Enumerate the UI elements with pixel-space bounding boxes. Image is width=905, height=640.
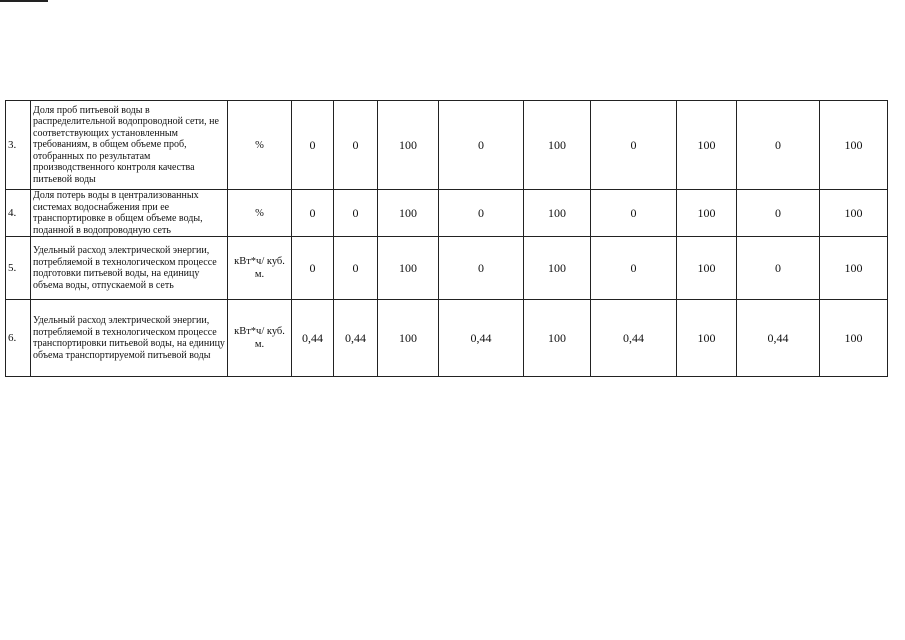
- table-row: [6, 237, 888, 300]
- value-cell: 100: [677, 190, 737, 237]
- indicators-table: [5, 100, 888, 377]
- value-cell: 100: [378, 101, 439, 190]
- unit-cell: кВт*ч/ куб. м.: [228, 300, 292, 377]
- value-cell: 0: [439, 101, 524, 190]
- table-row: [6, 190, 888, 237]
- value-cell: 0: [439, 237, 524, 300]
- indicator-name: Удельный расход электрической энергии, потребляемой в технологическом процессе подготовки питьевой воды, на единицу объема воды, отпускаемой в сеть: [31, 237, 228, 300]
- corner-mark: [0, 0, 48, 2]
- value-cell: 0: [439, 190, 524, 237]
- value-cell: 100: [677, 101, 737, 190]
- row-number: 4.: [6, 190, 31, 237]
- value-cell: 0: [292, 101, 334, 190]
- value-cell: 0,44: [737, 300, 820, 377]
- row-number: 6.: [6, 300, 31, 377]
- value-cell: 0: [292, 190, 334, 237]
- value-cell: 0: [737, 237, 820, 300]
- table-row: [6, 101, 888, 190]
- value-cell: 100: [820, 190, 888, 237]
- value-cell: 0: [334, 190, 378, 237]
- value-cell: 0: [737, 101, 820, 190]
- value-cell: 0,44: [591, 300, 677, 377]
- value-cell: 0: [334, 101, 378, 190]
- value-cell: 100: [524, 190, 591, 237]
- table-row: [6, 300, 888, 377]
- value-cell: 100: [378, 237, 439, 300]
- value-cell: 0: [591, 101, 677, 190]
- row-number: 5.: [6, 237, 31, 300]
- value-cell: 100: [524, 101, 591, 190]
- value-cell: 100: [820, 237, 888, 300]
- value-cell: 100: [524, 237, 591, 300]
- value-cell: 0: [292, 237, 334, 300]
- value-cell: 100: [820, 300, 888, 377]
- value-cell: 100: [677, 237, 737, 300]
- unit-cell: кВт*ч/ куб. м.: [228, 237, 292, 300]
- value-cell: 100: [378, 300, 439, 377]
- unit-cell: %: [228, 101, 292, 190]
- value-cell: 100: [677, 300, 737, 377]
- value-cell: 0,44: [439, 300, 524, 377]
- value-cell: 0,44: [292, 300, 334, 377]
- row-number: 3.: [6, 101, 31, 190]
- value-cell: 0,44: [334, 300, 378, 377]
- indicator-name: Доля потерь воды в централизованных системах водоснабжения при ее транспортировке в общем объеме воды, поданной в водопроводную сеть: [31, 190, 228, 237]
- value-cell: 100: [524, 300, 591, 377]
- value-cell: 0: [591, 190, 677, 237]
- indicator-name: Доля проб питьевой воды в распределительной водопроводной сети, не соответствующих установленным требованиям, в общем объеме проб, отобранных по результатам производственного контроля качества питьевой воды: [31, 101, 228, 190]
- indicator-name: Удельный расход электрической энергии, потребляемой в технологическом процессе транспортировки питьевой воды, на единицу объема транспортируемой питьевой воды: [31, 300, 228, 377]
- value-cell: 0: [334, 237, 378, 300]
- unit-cell: %: [228, 190, 292, 237]
- value-cell: 0: [737, 190, 820, 237]
- value-cell: 0: [591, 237, 677, 300]
- value-cell: 100: [820, 101, 888, 190]
- value-cell: 100: [378, 190, 439, 237]
